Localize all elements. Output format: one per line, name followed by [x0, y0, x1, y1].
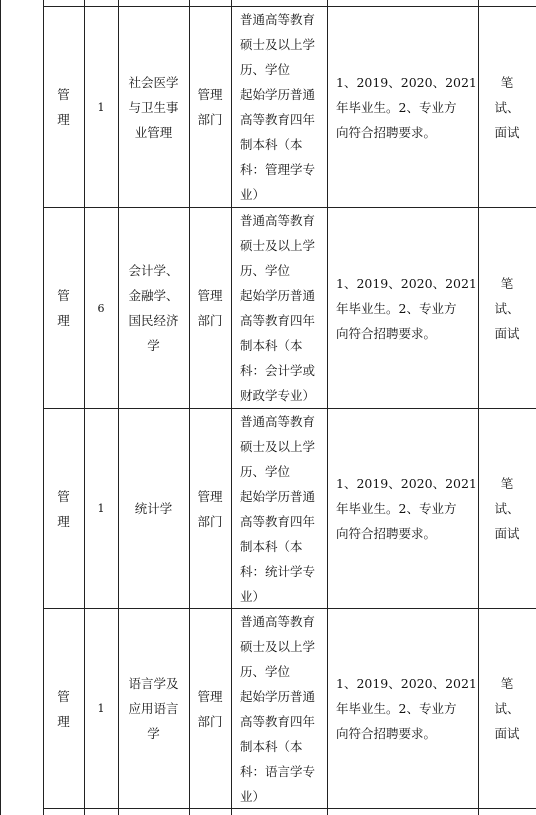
department-text: 管理 [197, 87, 223, 102]
major-text: 学 [147, 726, 160, 741]
requirements-cell [327, 409, 478, 608]
exam-text: 笔 [500, 676, 514, 691]
count-cell [84, 609, 118, 808]
education-text: 普通高等教育 [240, 413, 316, 429]
table-row [0, 208, 536, 408]
major-cell [118, 409, 189, 608]
major-cell [118, 7, 189, 207]
department-text: 部门 [197, 713, 223, 729]
education-text: 制本科（本 [240, 137, 303, 152]
category-text: 理 [57, 313, 70, 328]
major-text: 金融学、 [128, 288, 179, 303]
education-text: 起始学历普通 [240, 288, 316, 303]
department-text: 管理 [197, 288, 223, 303]
education-text: 科：管理学专 [240, 162, 316, 177]
major-text: 统计学 [134, 501, 173, 516]
education-text: 高等教育四年 [240, 313, 316, 328]
education-cell [231, 7, 327, 207]
major-text: 社会医学 [128, 74, 179, 90]
requirements-text: 向符合招聘要求。 [336, 726, 437, 741]
exam-text: 试、 [494, 501, 520, 516]
department-cell [189, 208, 231, 408]
exam-cell [478, 409, 536, 608]
education-text: 历、学位 [240, 463, 291, 479]
table-row [0, 409, 536, 608]
major-text: 国民经济 [128, 313, 179, 328]
table-row [0, 7, 536, 207]
education-text: 起始学历普通 [240, 488, 316, 504]
major-text: 与卫生事 [128, 99, 179, 115]
department-cell [189, 409, 231, 608]
requirements-text: 1、2019、2020、2021 [336, 676, 477, 691]
department-text: 管理 [197, 688, 223, 704]
category-text: 管 [57, 288, 70, 303]
department-text: 管理 [197, 488, 223, 504]
count-value: 1 [97, 502, 105, 515]
major-text: 会计学、 [128, 263, 179, 278]
education-text: 历、学位 [240, 62, 291, 77]
education-text: 业） [240, 187, 266, 202]
category-text: 理 [57, 112, 70, 127]
education-text: 制本科（本 [240, 738, 303, 754]
education-text: 普通高等教育 [240, 613, 316, 629]
education-cell [231, 409, 327, 608]
exam-text: 笔 [500, 74, 514, 90]
exam-text: 面试 [494, 325, 520, 341]
exam-cell [478, 7, 536, 207]
exam-text: 面试 [494, 526, 520, 541]
education-text: 硕士及以上学 [240, 638, 316, 654]
education-cell [231, 208, 327, 408]
category-cell [43, 7, 84, 207]
count-cell [84, 409, 118, 608]
education-cell [231, 609, 327, 808]
education-text: 财政学专业） [240, 388, 316, 403]
category-text: 理 [57, 513, 70, 529]
education-text: 业） [240, 788, 266, 804]
education-text: 科：会计学或 [240, 363, 316, 378]
major-text: 语言学及 [128, 676, 179, 691]
education-text: 硕士及以上学 [240, 238, 316, 253]
table-row [0, 609, 536, 808]
education-text: 普通高等教育 [240, 12, 316, 27]
category-text: 理 [57, 713, 70, 729]
major-cell [118, 609, 189, 808]
education-text: 历、学位 [240, 663, 291, 679]
exam-text: 面试 [494, 726, 520, 741]
requirements-text: 年毕业生。2、专业方 [336, 701, 457, 716]
exam-text: 试、 [494, 701, 520, 716]
category-cell [43, 208, 84, 408]
row-divider [43, 808, 536, 809]
education-text: 制本科（本 [240, 338, 303, 353]
department-cell [189, 609, 231, 808]
exam-text: 笔 [500, 476, 514, 491]
count-value: 1 [97, 702, 105, 715]
requirements-text: 1、2019、2020、2021 [336, 74, 477, 90]
major-text: 学 [147, 338, 160, 353]
education-text: 科：统计学专 [240, 563, 316, 579]
requirements-text: 年毕业生。2、专业方 [336, 99, 457, 115]
category-text: 管 [57, 87, 70, 102]
exam-text: 笔 [500, 275, 514, 291]
category-text: 管 [57, 688, 70, 704]
education-text: 历、学位 [240, 263, 291, 278]
education-text: 普通高等教育 [240, 213, 316, 228]
education-text: 业） [240, 588, 266, 604]
education-text: 硕士及以上学 [240, 37, 316, 52]
count-cell [84, 7, 118, 207]
count-cell [84, 208, 118, 408]
category-cell [43, 409, 84, 608]
education-text: 硕士及以上学 [240, 438, 316, 454]
department-text: 部门 [197, 112, 223, 127]
count-value: 1 [97, 100, 105, 114]
exam-cell [478, 609, 536, 808]
category-cell [43, 609, 84, 808]
exam-text: 试、 [494, 99, 520, 115]
exam-text: 面试 [494, 124, 520, 140]
requirements-text: 年毕业生。2、专业方 [336, 300, 457, 316]
exam-text: 试、 [494, 300, 520, 316]
major-text: 应用语言 [128, 701, 179, 716]
requirements-text: 1、2019、2020、2021 [336, 275, 477, 291]
department-text: 部门 [197, 513, 223, 529]
education-text: 科：语言学专 [240, 763, 316, 779]
requirements-text: 向符合招聘要求。 [336, 526, 437, 541]
education-text: 高等教育四年 [240, 513, 316, 529]
education-text: 制本科（本 [240, 538, 303, 554]
major-text: 业管理 [134, 124, 173, 140]
requirements-text: 向符合招聘要求。 [336, 124, 437, 140]
major-cell [118, 208, 189, 408]
requirements-cell [327, 208, 478, 408]
requirements-text: 向符合招聘要求。 [336, 325, 437, 341]
education-text: 起始学历普通 [240, 688, 316, 704]
requirements-text: 1、2019、2020、2021 [336, 476, 477, 491]
department-cell [189, 7, 231, 207]
requirements-text: 年毕业生。2、专业方 [336, 501, 457, 516]
education-text: 起始学历普通 [240, 87, 316, 102]
category-text: 管 [57, 488, 70, 504]
education-text: 高等教育四年 [240, 713, 316, 729]
education-text: 高等教育四年 [240, 112, 316, 127]
department-text: 部门 [197, 313, 223, 328]
requirements-cell [327, 609, 478, 808]
exam-cell [478, 208, 536, 408]
count-value: 6 [97, 301, 105, 315]
requirements-cell [327, 7, 478, 207]
